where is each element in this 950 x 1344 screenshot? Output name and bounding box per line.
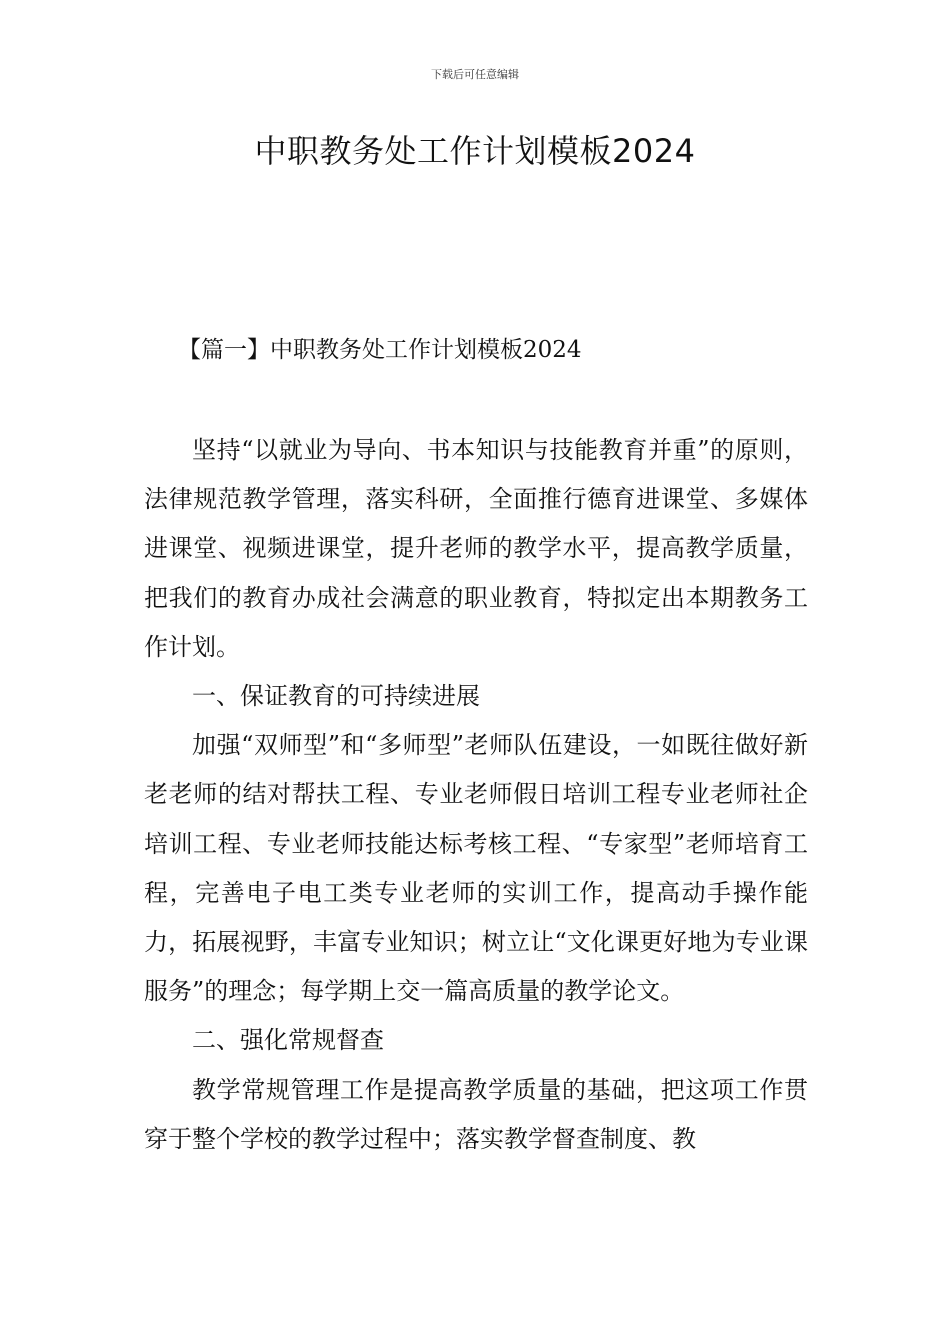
paragraph-one: 加强“双师型”和“多师型”老师队伍建设，一如既往做好新老老师的结对帮扶工程、专业老师假日培训工程专业老师社企培训工程、专业老师技能达标考核工程、“专家型”老师培育工程，完善电子电工类专业老师的实训工作，提高动手操作能力，拓展视野，丰富专业知识；树立让“文化课更好地为专业课服务”的理念；每学期上交一篇高质量的教学论文。 xyxy=(144,731,808,1006)
subheading-one: 一、保证教育的可持续进展 xyxy=(192,682,480,711)
document-body xyxy=(144,426,808,1164)
section-heading: 【篇一】中职教务处工作计划模板2024 xyxy=(178,337,582,363)
subheading-two: 二、强化常规督查 xyxy=(192,1026,384,1055)
paragraph-two: 教学常规管理工作是提高教学质量的基础，把这项工作贯穿于整个学校的教学过程中；落实教学督查制度、教 xyxy=(144,1075,808,1153)
header-note: 下载后可任意编辑 xyxy=(431,68,519,81)
paragraph-intro: 坚持“以就业为导向、书本知识与技能教育并重”的原则，法律规范教学管理，落实科研，全面推行德育进课堂、多媒体进课堂、视频进课堂，提升老师的教学水平，提高教学质量，把我们的教育办成社会满意的职业教育，特拟定出本期教务工作计划。 xyxy=(144,436,808,661)
document-title: 中职教务处工作计划模板2024 xyxy=(254,132,696,170)
